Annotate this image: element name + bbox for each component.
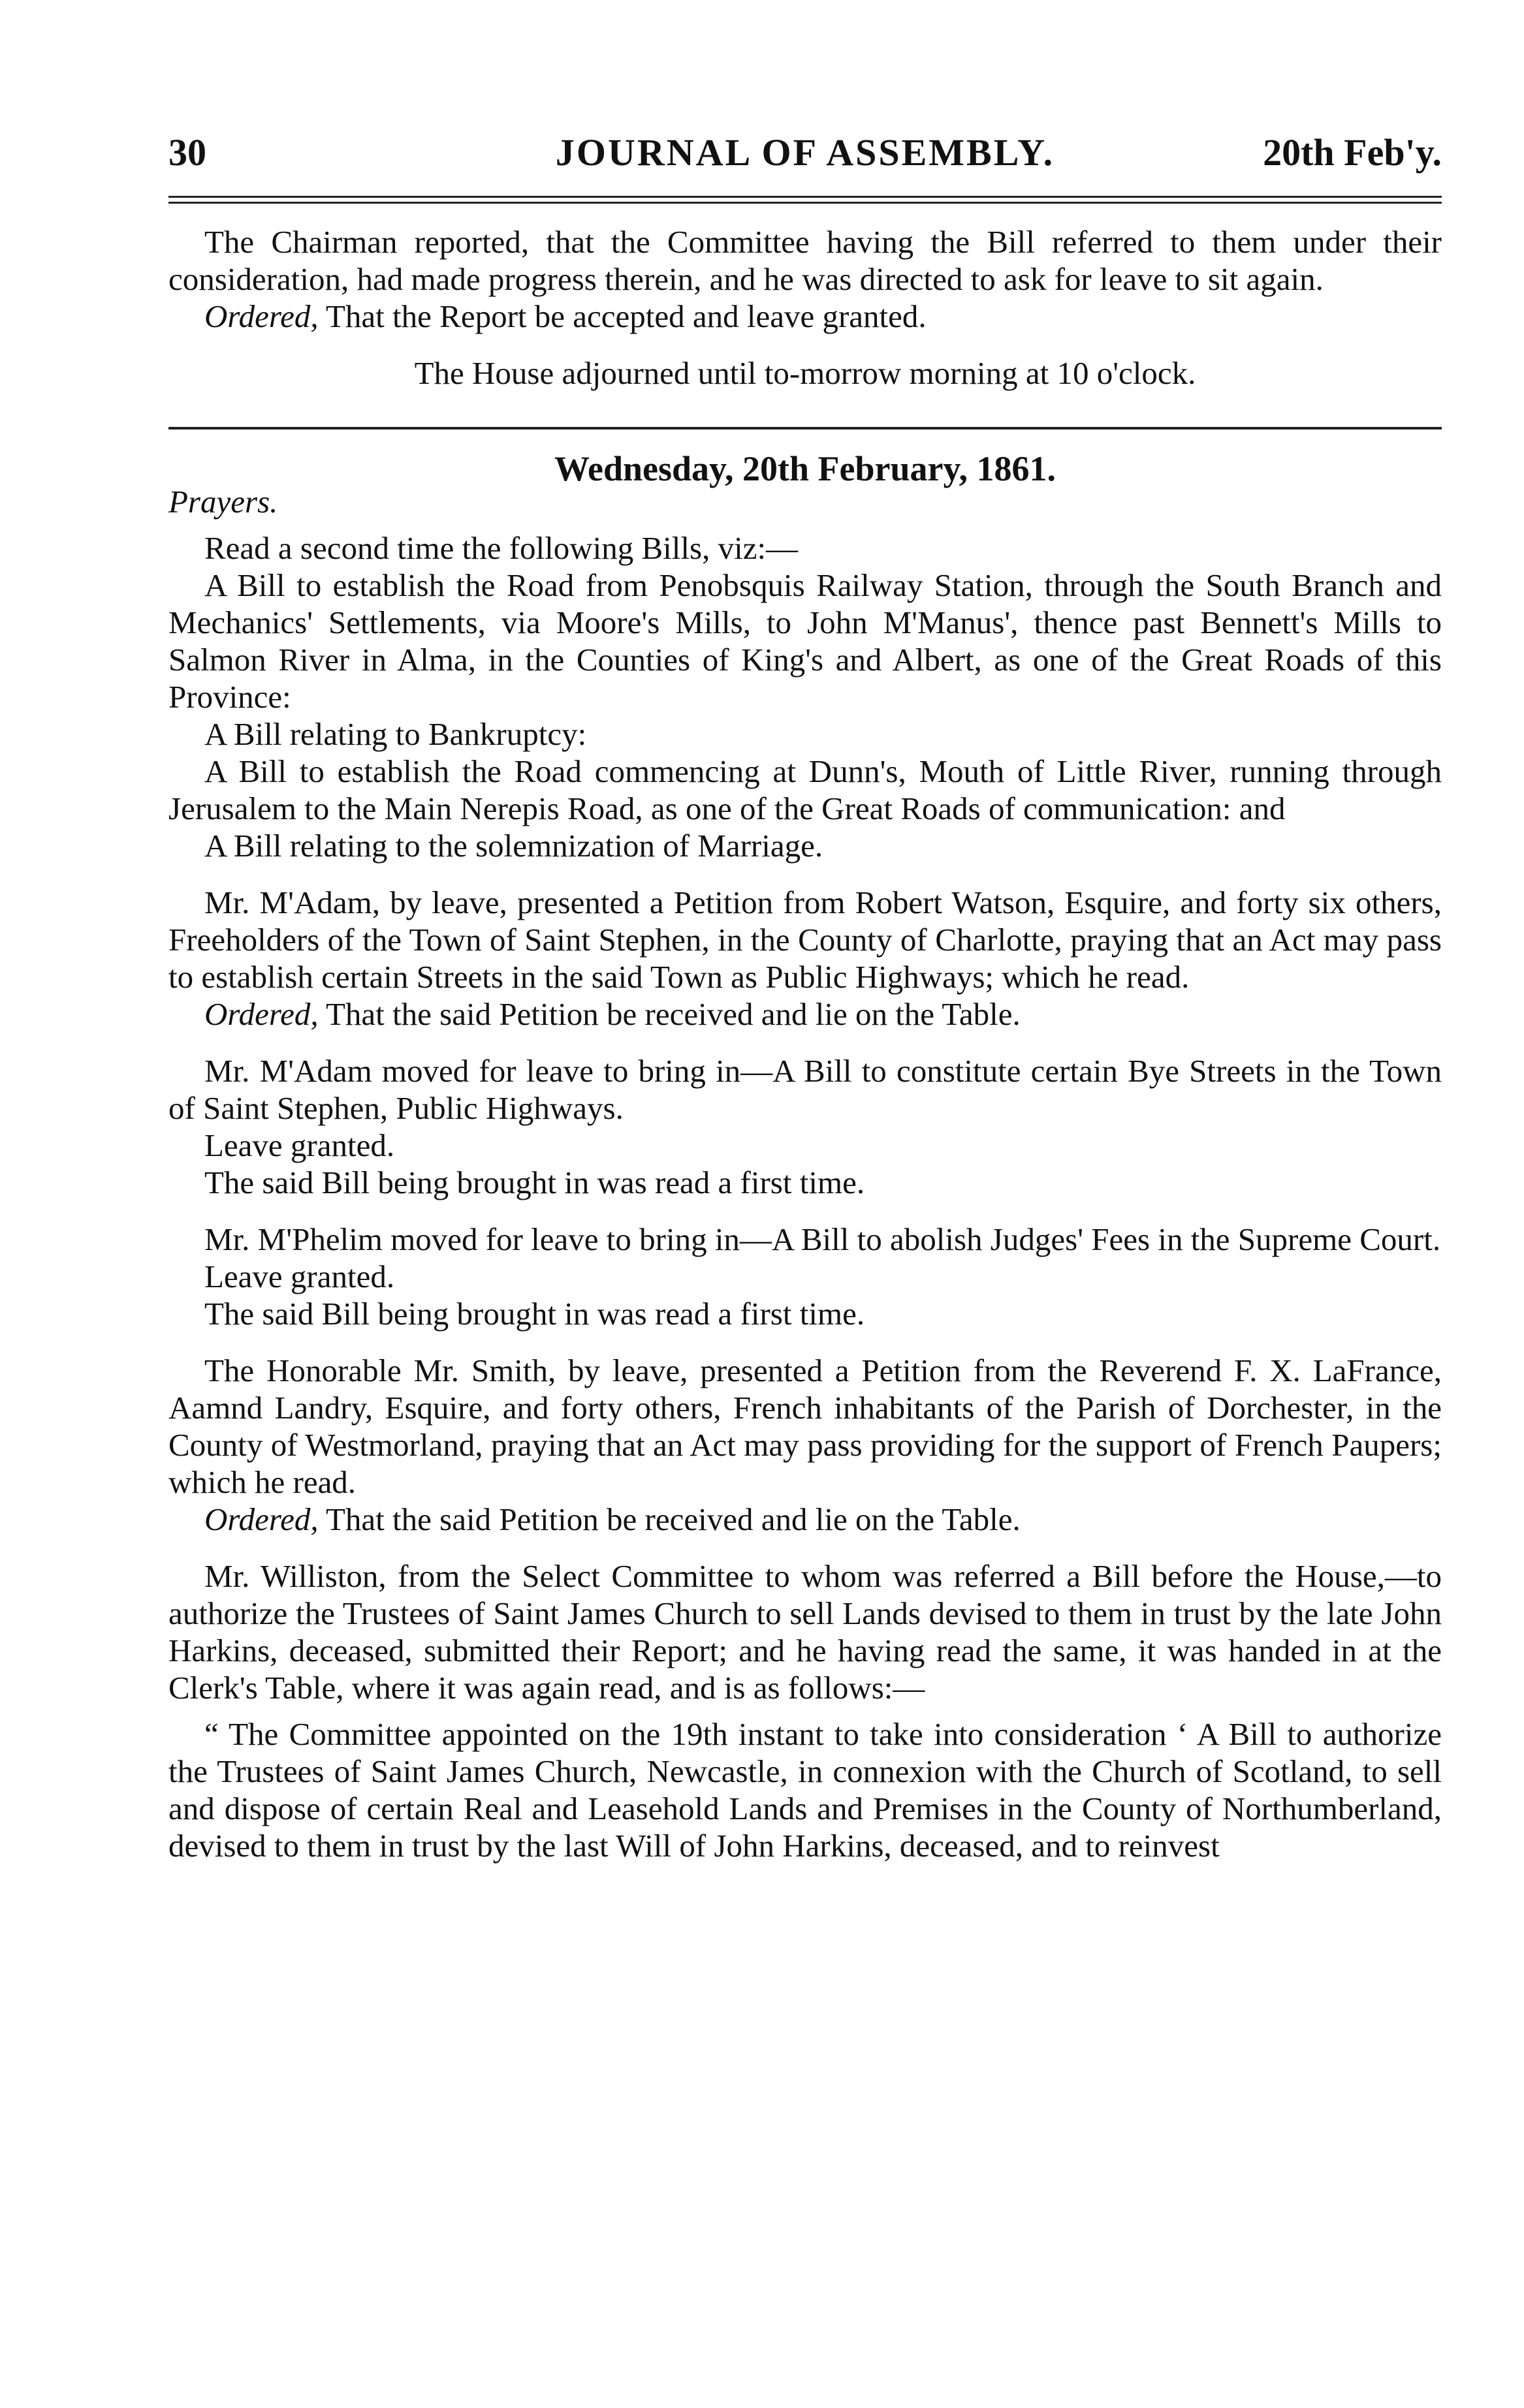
first-reading-2: The said Bill being brought in was read a first time. [204,1296,865,1332]
williston-report-paragraph: Mr. Williston, from the Select Committee to whom was referred a Bill before the House,—to authorize the Trustees of Saint James Church to sell Lands devised to them in trust by the late John Harkins, deceased, submitted their Report; and he having read the same, it was handed in at the Clerk's Table, where it was again read, and is as follows:— [168,1558,1442,1706]
adjournment-paragraph: The House adjourned until to-morrow morning at 10 o'clock. [414,355,1196,391]
bill-bankruptcy: A Bill relating to Bankruptcy: [204,716,587,752]
leave-granted-1: Leave granted. [204,1127,395,1163]
journal-title: JOURNAL OF ASSEMBLY. [555,131,1055,174]
leave-granted-2: Leave granted. [204,1259,395,1294]
chairman-report-paragraph: The Chairman reported, that the Committee having the Bill referred to them under their consideration, had made progress therein, and he was directed to ask for leave to sit again. [168,224,1442,297]
petition-lafrance-paragraph: The Honorable Mr. Smith, by leave, presented a Petition from the Reverend F. X. LaFrance, Aamnd Landry, Esquire, and forty others, French inhabitants of the Parish of Dorchester, in the County of Westmorland, praying that an Act may pass providing for the support of French Paupers; which he read. [168,1353,1442,1500]
petition-watson-paragraph: Mr. M'Adam, by leave, presented a Petition from Robert Watson, Esquire, and forty six others, Freeholders of the Town of Saint Stephen, in the County of Charlotte, praying that an Act may pass to establish certain Streets in the said Town as Public Highways; which he read. [168,884,1442,995]
ordered-label: Ordered, [204,298,319,334]
bye-streets-motion: Mr. M'Adam moved for leave to bring in—A Bill to constitute certain Bye Streets in the Town of Saint Stephen, Public Highways. [168,1053,1442,1126]
committee-report-quote: “ The Committee appointed on the 19th instant to take into consideration ‘ A Bill to authorize the Trustees of Saint James Church, Newcastle, in connexion with the Church of Scotland, to sell and dispose of certain Real and Leasehold Lands and Premises in the County of Northumberland, devised to them in trust by the last Will of John Harkins, deceased, and to reinvest [168,1716,1442,1864]
bill-penobsquis-road: A Bill to establish the Road from Penobsquis Railway Station, through the South Branch and Mechanics' Settlements, via Moore's Mills, to John M'Manus', thence past Bennett's Mills to Salmon River in Alma, in the Counties of King's and Albert, as one of the Great Roads of this Province: [168,567,1442,715]
ordered-petition-lafrance [168,1501,1442,1538]
header-double-rule [168,196,1442,204]
running-header [168,131,1442,176]
section-divider [168,427,1442,430]
judges-fees-motion: Mr. M'Phelim moved for leave to bring in—A Bill to abolish Judges' Fees in the Supreme Court. [204,1221,1441,1257]
ordered-text: That the said Petition be received and lie on the Table. [318,996,1021,1032]
ordered-label: Ordered, [204,996,319,1032]
page-number: 30 [168,131,206,174]
ordered-label: Ordered, [204,1501,319,1537]
ordered-report-paragraph [168,298,1442,335]
ordered-text: That the Report be accepted and leave granted. [318,298,927,334]
second-reading-intro: Read a second time the following Bills, viz:— [204,530,799,566]
ordered-petition-watson [168,995,1442,1033]
journal-page [168,131,1442,1864]
ordered-text: That the said Petition be received and lie on the Table. [318,1501,1021,1537]
prayers-label: Prayers. [168,484,278,520]
header-date: 20th Feb'y. [1263,131,1442,174]
first-reading-1: The said Bill being brought in was read a first time. [204,1165,865,1200]
bill-dunns-road: A Bill to establish the Road commencing at Dunn's, Mouth of Little River, running through Jerusalem to the Main Nerepis Road, as one of the Great Roads of communication: and [168,753,1442,826]
day-heading: Wednesday, 20th February, 1861. [554,449,1056,488]
bill-marriage: A Bill relating to the solemnization of Marriage. [204,828,823,864]
